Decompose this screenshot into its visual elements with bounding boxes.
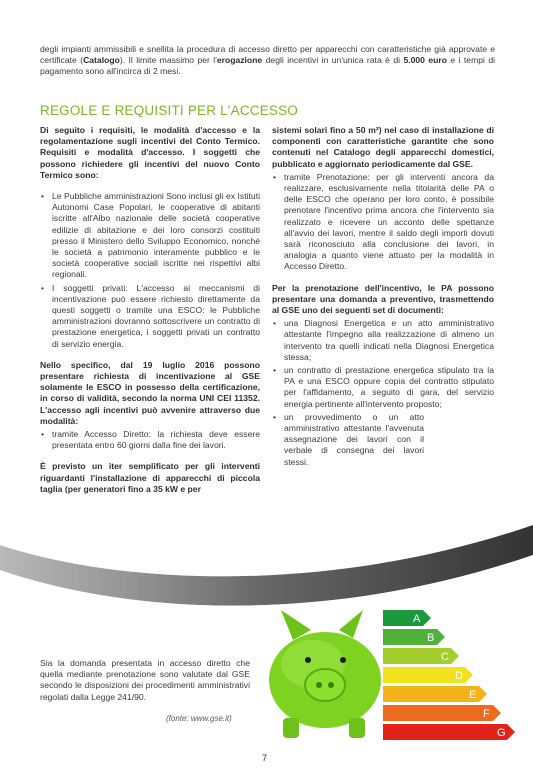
list-item: • un provvedimento o un atto amministrativo attestante l'avvenuta assegnazione dei lavori con il verbale di consegna dei lavori stessi.	[272, 412, 494, 468]
page-number: 7	[262, 753, 268, 763]
piggy-bank-energy-illustration	[263, 580, 506, 750]
energy-class-bars	[383, 610, 515, 740]
intro-bold: 5.000 euro	[403, 55, 447, 66]
simplified-iter-paragraph: È previsto un iter semplificato per gli interventi riguardanti l'installazione di apparecchi di piccola taglia (per generatori fino a 35 kW e per	[40, 461, 260, 494]
energy-label-f: F	[483, 708, 490, 720]
list-item: • tramite Prenotazione: per gli interventi ancora da realizzare, esclusivamente nella titolarità delle PA o delle ESCO che operano per loro conto, è possibile prenotare l'incentivo prima ancora che l'intervento sia realizzato e ricevere un acconto delle spettanze all'avvio dei lavori, mentre il saldo degli importi dovuti sarà riconosciuto alla conclusione dei lavori, in analogia a quanto viene attuato per la modalità in Accesso Diretto.	[272, 172, 494, 273]
list-item: • tramite Accesso Diretto: la richiesta deve essere presentata entro 60 giorni dalla fine dei lavori.	[40, 429, 260, 451]
energy-bar-g	[383, 724, 515, 740]
intro-line: già approvate e certificate (	[40, 44, 496, 66]
piggy-bank-icon	[269, 610, 381, 738]
prenotazione-paragraph: Per la prenotazione dell'incentivo, le PA possono presentare una domanda a preventivo, trasmettendo al GSE uno dei seguenti set di documenti:	[272, 282, 494, 316]
energy-label-c: C	[441, 651, 449, 663]
energy-label-e: E	[469, 689, 477, 701]
prenotazione-list	[272, 172, 494, 273]
list-item: • una Diagnosi Energetica e un atto amministrativo attestante l'impegno alla realizzazione di almeno un intervento tra quelli indicati nella Diagnosi Energetica stessa;	[272, 318, 494, 363]
energy-bar-a	[383, 610, 431, 626]
requirements-intro: Di seguito i requisiti, le modalità d'accesso e la regolamentazione sugli incentivi del Conto Termico. Requisiti e modalità d'accesso. I soggetti che possono richiedere gli incentivi del nuovo Conto Termico sono:	[40, 125, 260, 180]
documents-list	[272, 318, 494, 468]
right-column	[272, 125, 494, 478]
intro-line: ). Il limite massimo per l'	[119, 55, 217, 66]
list-item: • Le Pubbliche amministrazioni Sono inclusi gli ex Istituti Autonomi Case Popolari, le cooperative di abitanti iscritte all'Albo nazionale delle società cooperative edilizie di abitazione e dei loro consorzi costituiti presso il Ministero dello Sviluppo Economico, nonché le società a patrimonio interamente pubblico e le società cooperative sociali iscritte nei rispettivi albi regionali.	[40, 191, 260, 281]
intro-bold: erogazione	[216, 55, 263, 66]
intro-line: degli incentivi in un'unica rata	[262, 55, 382, 66]
catalog-paragraph: sistemi solari fino a 50 m²) nel caso di installazione di componenti con caratteristiche garantite che sono contenuti nel Catalogo degli apparecchi domestici, pubblicato e aggiornato periodicamente dal GSE.	[272, 125, 494, 169]
intro-line: e i tempi di pagamento sono all'incirca di 2 mesi.	[40, 55, 496, 77]
esco-paragraph: Nello specifico, dal 19 luglio 2016 possono presentare richiesta di incentivazione al GSE solamente le ESCO in possesso della certificazione, in corso di validità, secondo la norma UNI CEI 11352. L'accesso agli incentivi può avvenire attraverso due modalità:	[40, 359, 260, 426]
intro-bold: Catalogo	[83, 55, 120, 66]
left-column	[40, 125, 260, 505]
section-title: REGOLE E REQUISITI PER L'ACCESSO	[40, 103, 299, 118]
list-item: • un contratto di prestazione energetica stipulato tra la PA e una ESCO oppure copia del contratto stipulato per l'affidamento, a seguito di gara, del servizio energia pertinente all'intervento proposto;	[272, 365, 494, 410]
energy-label-d: D	[455, 670, 463, 682]
energy-label-b: B	[427, 632, 435, 644]
note-paragraph: Sia la domanda presentata in accesso diretto che quella mediante prenotazione sono valutate dal GSE secondo le disposizioni dei procedimenti amministrativi regolati dalla Legge 241/90.	[40, 658, 250, 702]
subjects-list	[40, 191, 260, 350]
energy-label-g: G	[497, 727, 506, 739]
list-item: • I soggetti privati: L'accesso ai meccanismi di incentivazione può essere richiesto direttamente da questi soggetti o tramite una ESCO: le Pubbliche amministrazioni dovranno sottoscrivere un contratto di prestazione energetica, i soggetti privati un contratto di servizio energia.	[40, 283, 260, 350]
source-credit: (fonte: www.gse.it)	[166, 714, 232, 723]
access-modes-list	[40, 429, 260, 451]
energy-label-a: A	[413, 613, 421, 625]
intro-line: è di	[385, 55, 404, 66]
intro-paragraph	[40, 44, 495, 78]
energy-bar-b	[383, 629, 445, 645]
intro-line: degli impianti ammissibili e snellita la procedura di accesso diretto per apparecchi con caratteristiche	[40, 44, 432, 54]
